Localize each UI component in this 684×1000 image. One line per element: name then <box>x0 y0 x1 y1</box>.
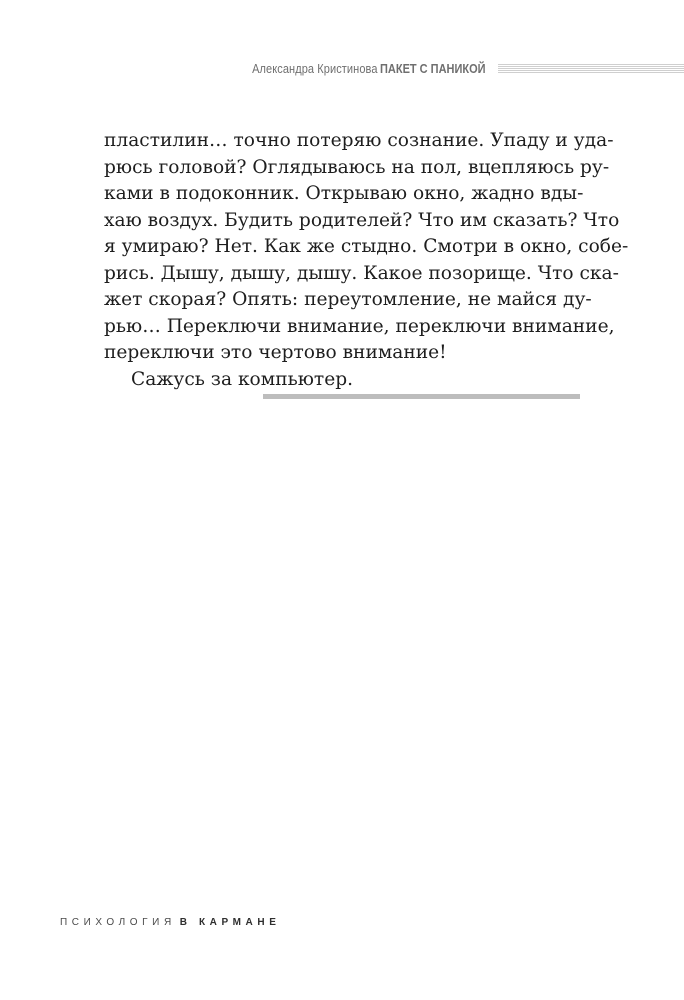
text-line: переключи это чертово внимание! <box>104 342 447 363</box>
running-header <box>235 60 684 78</box>
text-line: пластилин… точно потеряю сознание. Упаду и уда- <box>104 130 614 151</box>
text-line: рись. Дышу, дышу, дышу. Какое позорище. Что ска- <box>104 262 619 284</box>
footer-series-name: ПСИХОЛОГИЯ <box>60 917 176 928</box>
header-author: Александра Кристинова <box>252 62 379 76</box>
text-line: я умираю? Нет. Как же стыдно. Смотри в окно, собе- <box>104 236 629 257</box>
last-paragraph: Сажусь за компьютер. <box>131 368 354 390</box>
text-line: рюсь головой? Оглядываюсь на пол, вцепляюсь ру- <box>104 156 610 178</box>
text-line: ками в подоконник. Открываю окно, жадно вды- <box>104 183 584 204</box>
text-line: рью… Переключи внимание, переключи внимание, <box>104 315 615 337</box>
header-book-title: ПАКЕТ С ПАНИКОЙ <box>380 62 486 76</box>
text-line: хаю воздух. Будить родителей? Что им сказать? Что <box>104 209 620 231</box>
section-end-rule <box>263 394 580 399</box>
footer-series-name-bold: В КАРМАНЕ <box>179 917 281 928</box>
footer-series <box>60 917 280 928</box>
text-line: жет скорая? Опять: переутомление, не майся ду- <box>104 289 592 310</box>
body-text <box>104 128 629 393</box>
header-decorative-rules <box>498 64 684 74</box>
